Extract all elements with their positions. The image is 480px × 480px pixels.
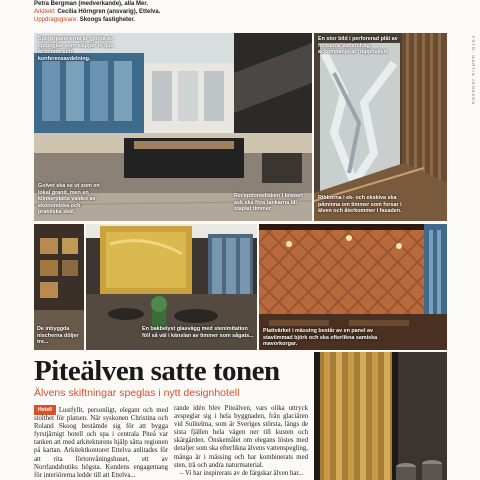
body-column-2 [174,405,308,480]
caption-photo4: En bakbelyst glasvägg med stenimitation föll så väl i känslan av timmer som sågats... [142,326,254,339]
photo-credit-vertical: FOTO: MARTIN JONSSON [471,36,476,105]
body-text-1: Lustfyllt, personligt, elegant och med stolthet för platsen. När syskonen Christina och Roland Skoog bestämde sig för att bygga fyrstjärnigt hotell och spa i centrala Piteå var tanken att med arkitekturens hjälp sätta regionen på kartan. Arkitektkontoret Ettelva anlitades för att rita förtonvåningshuset, ett av Norrlandsbutiks högsta. Kundens engagemang för interiörerna ledde till att Ettelva... [34,407,168,479]
photo-lounge [86,224,257,350]
credit-line: Uppdragsgivare: Skoogs fastigheter. [34,17,136,23]
photo-lobby [34,33,312,221]
photo-stairhall [314,33,447,221]
photo-brass-wall-art [314,352,447,480]
body-column-1 [34,405,168,480]
photo-brass-wall [314,352,447,480]
credit-line: Arkitekt: Cecilia Hörngren (ansvarig), Ettelva. [34,9,161,15]
caption-photo2-bottom: Ribborna i ek- och ekskiva ska påminna om timmer som forsar i älven och återkommer i fasaden. [318,195,402,215]
body-text-2: rande idén blev Piteälven, vars olika uttryck avspeglar sig i hela byggnaden, från glaciären vid Sulitelma, som är Sveriges största, längs de sista fjällen hela vägen ner till kusten och skärgården. Önskemålet om elegans löstes med detaljer som ska efterlikna älvens vattenspegling, många är i mässing och har kombinerats med sten, trä och andra naturmaterial. [174,405,308,469]
credit-line: Petra Bergman (medverkande), alla Mer. [34,1,149,7]
credits-block [34,0,334,24]
caption-photo5: Plattvärket i mässing består av en panel av staviimmad björk och ska efterlikna samiska mavorkorgar. [263,328,378,348]
caption-photo1: Spegelpanelerna är gjorda av spionglas som släpper in ljus åt kontor och konferensavdelning. [38,36,114,62]
photo-stairhall-art [314,33,447,221]
caption-photo1-right: Receptionsdisken i brasert ask ska föra tankarna till staplat timmer. [234,193,303,213]
section-tag: Hotell [34,405,56,415]
photo-niches [34,224,84,350]
caption-photo2-top: En stor bild i perforerad plåt av forsande vattendrag ackompanjerar trapphallen. [318,36,398,56]
caption-photo1-left: Golvet ska se ut som en lokal granit, men en klinkerplatta valdes av ekonomiska och praktiska skäl. [38,183,100,216]
body-text-2-end: – Vi har inspirerats av de färgskar älven har... [180,469,304,477]
photo-restaurant [259,224,447,350]
caption-photo3: De inbyggda nischerna döljer tre... [37,326,79,346]
article-subhead: Älvens skiftningar speglas i nytt designhotell [34,387,240,399]
article-headline: Piteälven satte tonen [34,355,280,387]
